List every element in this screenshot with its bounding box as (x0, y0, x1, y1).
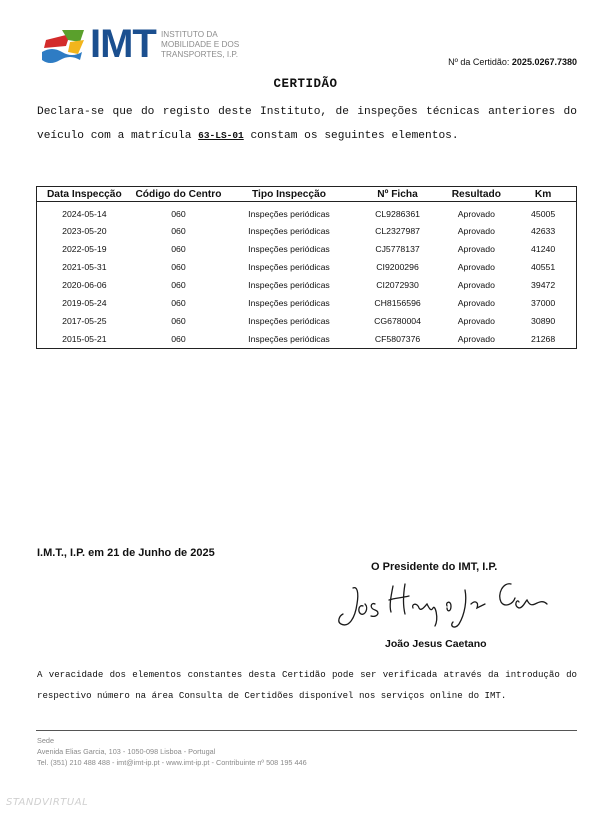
intro-paragraph (37, 101, 577, 148)
cell-center: 060 (171, 298, 186, 308)
cell-center: 060 (171, 244, 186, 254)
column-header-result: Resultado (442, 187, 510, 202)
cell-date: 2019-05-24 (62, 298, 107, 308)
table-header-row (37, 187, 577, 202)
cell-date: 2015-05-21 (62, 334, 107, 344)
cell-center: 060 (171, 209, 186, 219)
issue-date: I.M.T., I.P. em 21 de Junho de 2025 (37, 547, 215, 559)
inspection-table (36, 186, 577, 349)
column-header-km: Km (510, 187, 576, 202)
institute-name-line: MOBILIDADE E DOS (161, 40, 240, 49)
table-row (37, 240, 577, 258)
cell-result: Aprovado (457, 244, 495, 254)
cell-sheet: CI2072930 (376, 280, 419, 290)
logo-wordmark: IMT (90, 22, 156, 66)
cell-type: Inspeções periódicas (248, 226, 330, 236)
cell-result: Aprovado (457, 209, 495, 219)
table-row (37, 294, 577, 312)
verification-notice: A veracidade dos elementos constantes desta Certidão pode ser verificada através da introdução do respectivo número na área Consulta de Certidões disponível nos serviços online do IMT. (37, 669, 577, 701)
cell-center: 060 (171, 280, 186, 290)
cell-result: Aprovado (457, 226, 495, 236)
intro-text-before: Declara-se que do registo deste Instituto, de inspeções técnicas anteriores do veículo com a matrícula (37, 106, 577, 142)
footer-contacts: Tel. (351) 210 488 488 - imt@imt-ip.pt - www.imt-ip.pt - Contribuinte nº 508 195 446 (37, 758, 307, 767)
institute-name-line: INSTITUTO DA (161, 30, 218, 39)
cell-km: 45005 (531, 209, 556, 219)
table-row (37, 276, 577, 294)
certificate-number-label: Nº da Certidão: (448, 57, 510, 67)
imt-emblem-icon (40, 26, 90, 66)
cell-km: 41240 (531, 244, 556, 254)
cell-date: 2022-05-19 (62, 244, 107, 254)
handwritten-signature (335, 578, 555, 634)
cell-center: 060 (171, 262, 186, 272)
cell-date: 2021-05-31 (62, 262, 107, 272)
cell-sheet: CF5807376 (374, 334, 421, 344)
cell-type: Inspeções periódicas (248, 334, 330, 344)
cell-date: 2024-05-14 (62, 209, 107, 219)
cell-sheet: CI9200296 (376, 262, 419, 272)
signer-name: João Jesus Caetano (385, 638, 487, 650)
cell-result: Aprovado (457, 334, 495, 344)
cell-type: Inspeções periódicas (248, 316, 330, 326)
footer (37, 735, 307, 768)
cell-center: 060 (171, 316, 186, 326)
cell-km: 39472 (531, 280, 556, 290)
table-row (37, 258, 577, 276)
table-row (37, 202, 577, 223)
cell-sheet: CG6780004 (374, 316, 421, 326)
table-row (37, 330, 577, 349)
license-plate: 63-LS-01 (198, 130, 244, 141)
cell-type: Inspeções periódicas (248, 244, 330, 254)
cell-center: 060 (171, 226, 186, 236)
footer-address: Avenida Elias Garcia, 103 - 1050-098 Lisboa - Portugal (37, 747, 216, 756)
cell-type: Inspeções periódicas (248, 298, 330, 308)
column-header-center: Código do Centro (132, 187, 226, 202)
cell-center: 060 (171, 334, 186, 344)
table-row (37, 222, 577, 240)
cell-date: 2023-05-20 (62, 226, 107, 236)
institute-name (161, 30, 261, 60)
cell-sheet: CL9286361 (375, 209, 421, 219)
cell-date: 2020-06-06 (62, 280, 107, 290)
footer-divider (36, 730, 577, 731)
cell-result: Aprovado (457, 262, 495, 272)
institute-name-line: TRANSPORTES, I.P. (161, 50, 239, 59)
cell-type: Inspeções periódicas (248, 209, 330, 219)
cell-km: 42633 (531, 226, 556, 236)
certificate-number: 2025.0267.7380 (511, 57, 577, 67)
cell-result: Aprovado (457, 316, 495, 326)
footer-label: Sede (37, 736, 55, 745)
column-header-type: Tipo Inspecção (225, 187, 352, 202)
imt-logo (40, 22, 250, 70)
cell-result: Aprovado (457, 280, 495, 290)
cell-sheet: CH8156596 (374, 298, 421, 308)
cell-sheet: CL2327987 (375, 226, 421, 236)
page-title: CERTIDÃO (273, 77, 338, 91)
cell-km: 30890 (531, 316, 556, 326)
cell-km: 40551 (531, 262, 556, 272)
column-header-date: Data Inspecção (37, 187, 132, 202)
president-title: O Presidente do IMT, I.P. (371, 561, 498, 573)
cell-result: Aprovado (457, 298, 495, 308)
cell-date: 2017-05-25 (62, 316, 107, 326)
cell-type: Inspeções periódicas (248, 280, 330, 290)
cell-type: Inspeções periódicas (248, 262, 330, 272)
table-row (37, 312, 577, 330)
cell-km: 21268 (531, 334, 556, 344)
certificate-number-line (448, 57, 577, 67)
watermark: STANDVIRTUAL (6, 797, 89, 808)
cell-km: 37000 (531, 298, 556, 308)
column-header-sheet: Nº Ficha (353, 187, 443, 202)
intro-text-after: constam os seguintes elementos. (243, 130, 459, 142)
cell-sheet: CJ5778137 (375, 244, 420, 254)
